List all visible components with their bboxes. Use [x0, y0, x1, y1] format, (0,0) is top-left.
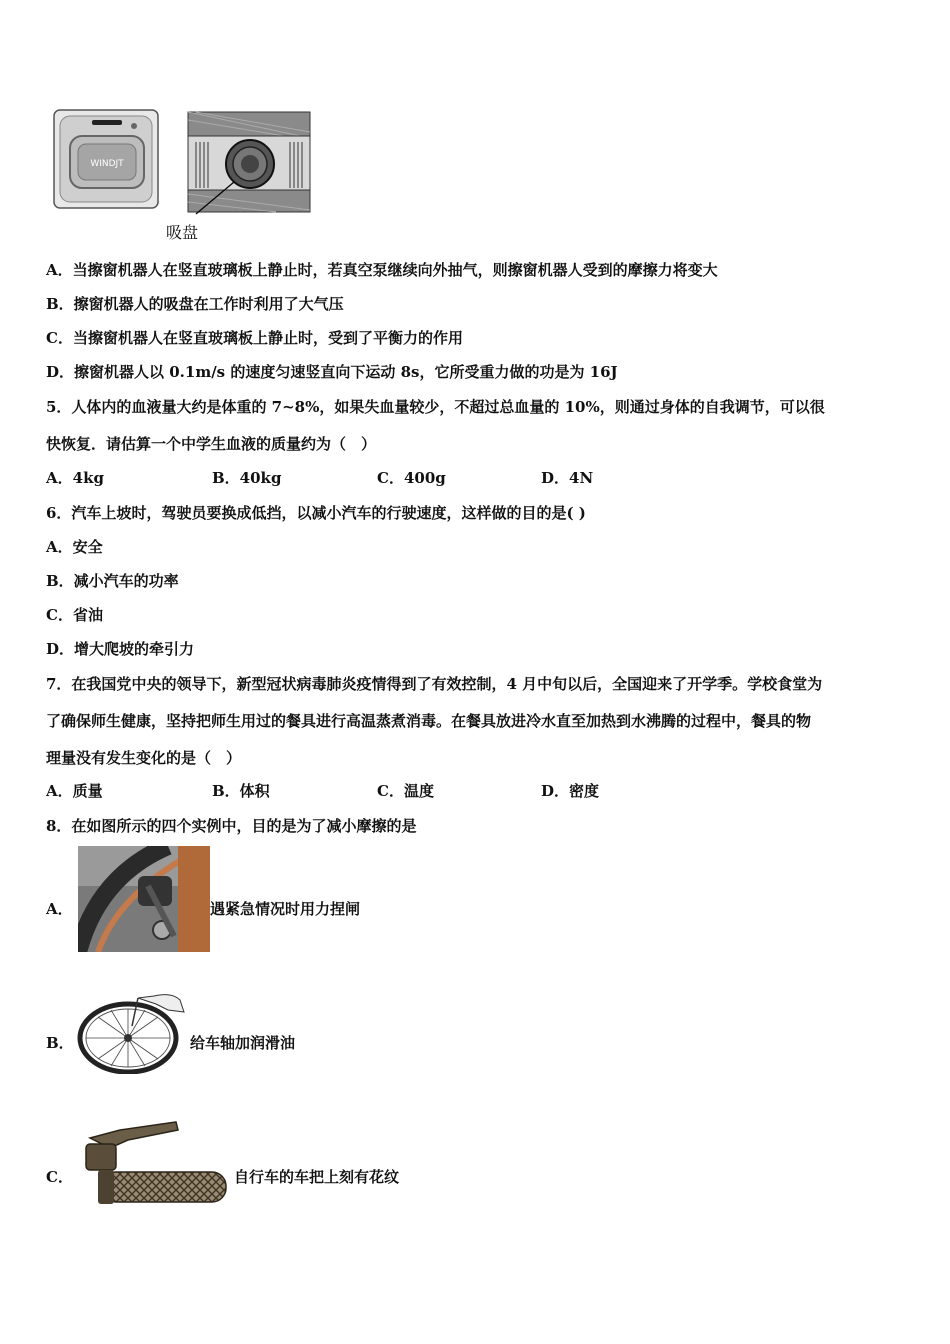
q4-option-d: D．擦窗机器人以 0.1m/s 的速度匀速竖直向下运动 8s，它所受重力做的功是为 16J — [46, 363, 618, 381]
q6-option-b: B．减小汽车的功率 — [46, 572, 179, 590]
q5-option-b: B．40kg — [212, 469, 282, 487]
handlebar-grip-figure — [80, 1118, 228, 1210]
q8-option-c-label: C． — [46, 1168, 73, 1186]
q7-option-b: B．体积 — [212, 782, 270, 800]
q7-stem-line1: 7．在我国党中央的领导下，新型冠状病毒肺炎疫情得到了有效控制，4 月中旬以后，全国迎来了开学季。学校食堂为 — [46, 675, 823, 693]
q7-option-c: C．温度 — [377, 782, 434, 800]
q8-stem: 8．在如图所示的四个实例中，目的是为了减小摩擦的是 — [46, 817, 417, 835]
brake-photo — [78, 846, 210, 952]
robot-back-figure — [186, 110, 314, 216]
q8-option-c-text: 自行车的车把上刻有花纹 — [234, 1168, 400, 1186]
q4-option-a: A．当擦窗机器人在竖直玻璃板上静止时，若真空泵继续向外抽气，则擦窗机器人受到的摩擦力将变大 — [46, 261, 718, 279]
q7-option-a: A．质量 — [46, 782, 103, 800]
robot-front-figure — [52, 108, 162, 212]
q5-option-c: C．400g — [377, 469, 446, 487]
q6-option-a: A．安全 — [46, 538, 103, 556]
wheel-oiling-figure — [76, 990, 188, 1074]
q8-option-b-text: 给车轴加润滑油 — [190, 1034, 296, 1052]
q5-stem-line1: 5．人体内的血液量大约是体重的 7~8%，如果失血量较少，不超过总血量的 10%，则通过身体的自我调节，可以很 — [46, 398, 825, 416]
q8-option-a-text: 遇紧急情况时用力捏闸 — [210, 900, 361, 918]
q8-option-a-label: A． — [46, 900, 73, 918]
q4-option-c: C．当擦窗机器人在竖直玻璃板上静止时，受到了平衡力的作用 — [46, 329, 463, 347]
q5-option-a: A．4kg — [46, 469, 104, 487]
q6-option-d: D．增大爬坡的牵引力 — [46, 640, 195, 658]
q7-stem-line3: 理量没有发生变化的是（ ） — [46, 749, 242, 767]
suction-cup-label: 吸盘 — [166, 223, 199, 242]
q4-option-b: B．擦窗机器人的吸盘在工作时利用了大气压 — [46, 295, 344, 313]
q5-option-d: D．4N — [541, 469, 594, 487]
q6-stem: 6．汽车上坡时，驾驶员要换成低挡，以减小汽车的行驶速度，这样做的目的是( ) — [46, 504, 586, 522]
q7-stem-line2: 了确保师生健康，坚持把师生用过的餐具进行高温蒸煮消毒。在餐具放进冷水直至加热到水沸腾的过程中，餐具的物 — [46, 712, 812, 730]
q6-option-c: C．省油 — [46, 606, 103, 624]
q7-option-d: D．密度 — [541, 782, 600, 800]
device-label: WINDJT — [90, 159, 124, 169]
q8-option-b-label: B． — [46, 1034, 74, 1052]
q5-stem-line2: 快恢复．请估算一个中学生血液的质量约为（ ） — [46, 435, 377, 453]
